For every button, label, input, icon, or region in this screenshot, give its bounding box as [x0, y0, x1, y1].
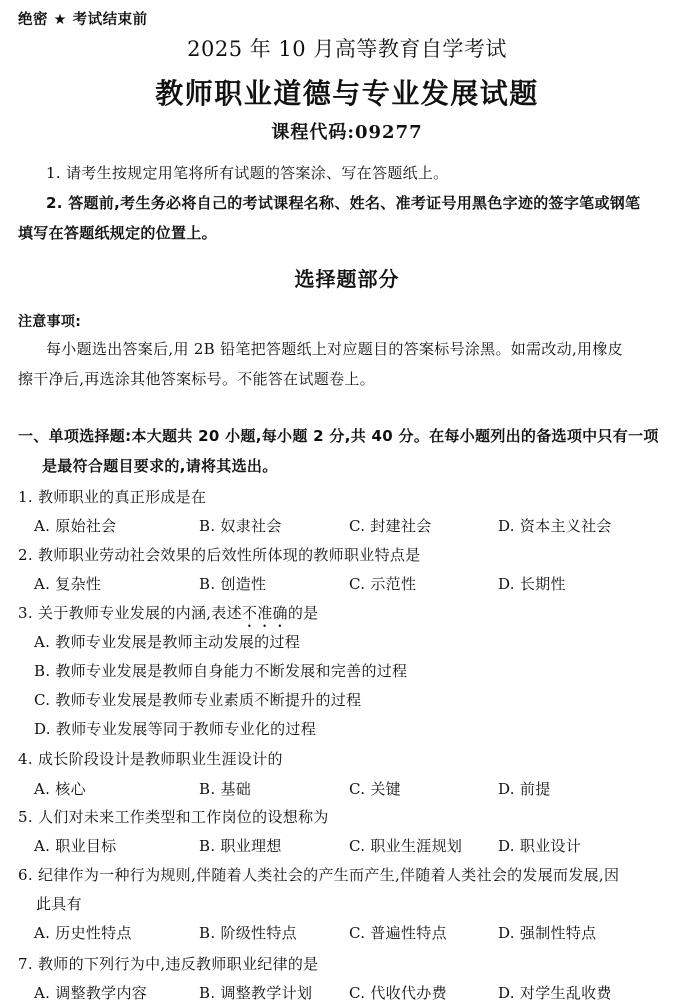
- question-6-option-b: B. 阶级性特点: [199, 924, 297, 942]
- confidential-mark: 绝密 ★ 考试结束前: [18, 12, 148, 28]
- question-7-option-a: A. 调整教学内容: [34, 984, 148, 1002]
- question-5-option-c: C. 职业生涯规划: [349, 837, 463, 855]
- question-4-option-d: D. 前提: [498, 780, 551, 798]
- question-2-stem: 2. 教师职业劳动社会效果的后效性所体现的教师职业特点是: [18, 546, 421, 564]
- question-5-option-d: D. 职业设计: [498, 837, 582, 855]
- part1-heading-line1: 一、单项选择题:本大题共 20 小题,每小题 2 分,共 40 分。在每小题列出的备选项中只有一项: [18, 427, 659, 445]
- question-5-option-b: B. 职业理想: [199, 837, 282, 855]
- question-7-option-c: C. 代收代办费: [349, 984, 447, 1002]
- question-4-option-b: B. 基础: [199, 780, 252, 798]
- notice-line-1: 每小题选出答案后,用 2B 铅笔把答题纸上对应题目的答案标号涂黑。如需改动,用橡皮: [46, 340, 623, 358]
- question-6-stem-line1: 6. 纪律作为一种行为规则,伴随着人类社会的产生而产生,伴随着人类社会的发展而发展,因: [18, 866, 620, 884]
- question-7-stem: 7. 教师的下列行为中,违反教师职业纪律的是: [18, 955, 319, 973]
- question-2-option-c: C. 示范性: [349, 575, 417, 593]
- question-5-stem: 5. 人们对未来工作类型和工作岗位的设想称为: [18, 808, 329, 826]
- question-6-stem-line2: 此具有: [36, 895, 82, 913]
- question-3-stem: [18, 602, 318, 631]
- question-3-option-a: A. 教师专业发展是教师主动发展的过程: [34, 633, 301, 651]
- question-3-option-b: B. 教师专业发展是教师自身能力不断发展和完善的过程: [34, 662, 408, 680]
- question-1-option-d: D. 资本主义社会: [498, 517, 612, 535]
- question-3-stem-prefix: 3. 关于教师专业发展的内涵,表述: [18, 604, 242, 622]
- question-7-option-d: D. 对学生乱收费: [498, 984, 612, 1002]
- question-2-option-b: B. 创造性: [199, 575, 267, 593]
- question-2-option-a: A. 复杂性: [34, 575, 102, 593]
- question-7-option-b: B. 调整教学计划: [199, 984, 313, 1002]
- part1-heading-line2: 是最符合题目要求的,请将其选出。: [42, 457, 278, 475]
- question-1-option-c: C. 封建社会: [349, 517, 432, 535]
- notice-heading: 注意事项:: [18, 314, 82, 330]
- question-6-option-c: C. 普遍性特点: [349, 924, 447, 942]
- question-3-stem-suffix: 的是: [287, 604, 319, 622]
- course-code: 课程代码:09277: [271, 122, 423, 143]
- exam-session: 2025 年 10 月高等教育自学考试: [187, 37, 507, 61]
- question-1-option-a: A. 原始社会: [34, 517, 117, 535]
- question-4-option-a: A. 核心: [34, 780, 86, 798]
- question-3-stem-emphasis: 不准确: [241, 604, 288, 622]
- question-4-stem: 4. 成长阶段设计是教师职业生涯设计的: [18, 750, 283, 768]
- question-3-option-c: C. 教师专业发展是教师专业素质不断提升的过程: [34, 691, 362, 709]
- question-6-option-d: D. 强制性特点: [498, 924, 597, 942]
- question-1-stem: 1. 教师职业的真正形成是在: [18, 488, 207, 506]
- instruction-2-line1: 2. 答题前,考生务必将自己的考试课程名称、姓名、准考证号用黑色字迹的签字笔或钢笔: [46, 194, 641, 212]
- question-2-option-d: D. 长期性: [498, 575, 566, 593]
- instruction-2-line2: 填写在答题纸规定的位置上。: [18, 224, 217, 242]
- question-1-option-b: B. 奴隶社会: [199, 517, 282, 535]
- question-6-option-a: A. 历史性特点: [34, 924, 132, 942]
- question-4-option-c: C. 关键: [349, 780, 401, 798]
- instruction-1: 1. 请考生按规定用笔将所有试题的答案涂、写在答题纸上。: [46, 164, 449, 182]
- question-3-option-d: D. 教师专业发展等同于教师专业化的过程: [34, 720, 317, 738]
- notice-line-2: 擦干净后,再选涂其他答案标号。不能答在试题卷上。: [18, 370, 375, 388]
- question-5-option-a: A. 职业目标: [34, 837, 117, 855]
- section-title: 选择题部分: [294, 267, 400, 291]
- page-title: 教师职业道德与专业发展试题: [155, 77, 539, 110]
